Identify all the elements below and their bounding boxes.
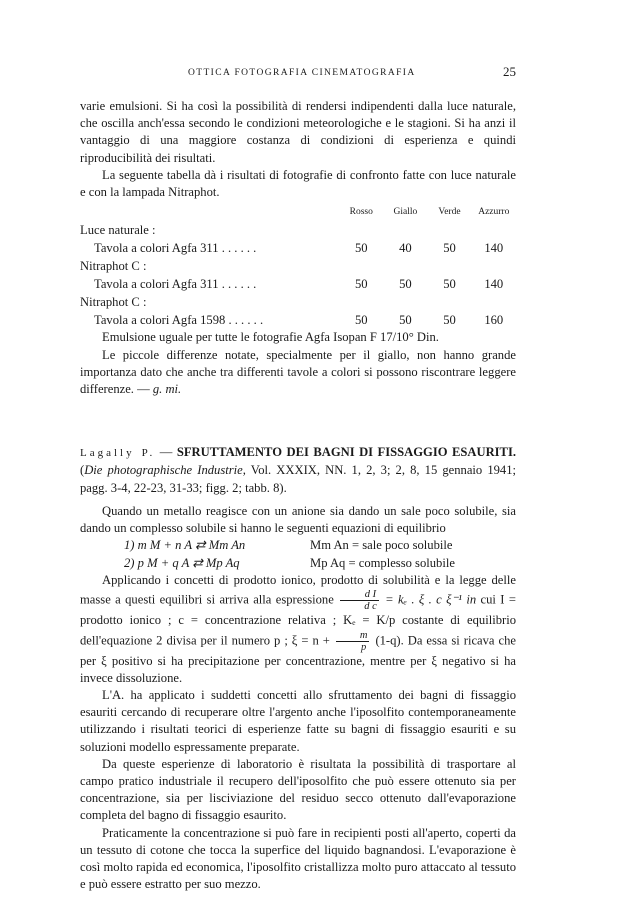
- table-cell: 50: [443, 312, 456, 327]
- table-group-row: [80, 293, 516, 311]
- equation-2-formula: 2) p M + q A ⇄ Mp Aq: [124, 555, 240, 570]
- derivative-fraction: [340, 589, 379, 612]
- expression-text: = kₑ . ξ . c ξ⁻¹ in: [385, 592, 477, 607]
- paragraph-text: (1-q). Da essa si ricava che per ξ positivo si ha precipitazione per concentrazione, mentre per ξ negativo si ha invece dissoluzione.: [80, 633, 516, 685]
- table-cell: 50: [443, 276, 456, 291]
- table-group-row: [80, 257, 516, 275]
- article-title: SFRUTTAMENTO DEI BAGNI DI FISSAGGIO ESAURITI.: [176, 445, 517, 460]
- article-citation: Vol. XXXIX, NN. 1, 2, 3; 2, 8, 15 gennaio 1941; pagg. 3-4, 22-23, 31-33; figg. 2; tabb. 8).: [80, 463, 517, 495]
- row-label: Tavola a colori Agfa 1598 . . . . . .: [94, 312, 264, 327]
- page-body: [80, 98, 516, 894]
- closing-text: Le piccole differenze notate, specialmente per il giallo, non hanno grande importanza dato che anche tra differenti tavole a colori si possono riscontrare leggere differenze. —: [80, 347, 516, 397]
- table-cell: 50: [354, 240, 368, 255]
- table-cell: 140: [484, 276, 504, 291]
- body-paragraph-1: Quando un metallo reagisce con un anione sia dando un sale poco solubile, sia dando un complesso solubile si hanno le seguenti equazioni di equilibrio: [80, 503, 516, 536]
- body-paragraph-4: Da queste esperienze di laboratorio è risultata la possibilità di trasportare al campo pratico industriale il recupero dell'iposolfito che può essere ottenuto sia per concentrazione, sia per lisciviazione del residuo secco ottenuto dall'evaporazione completa del bagno di fissaggio esaurito.: [80, 756, 516, 823]
- table-cell: 50: [354, 276, 368, 291]
- row-label: Tavola a colori Agfa 311 . . . . . .: [94, 240, 257, 255]
- equation-1: [124, 537, 516, 555]
- group-label: Nitraphot C :: [80, 258, 147, 273]
- review-closing-paragraph: [80, 347, 516, 399]
- table-row: [80, 275, 516, 293]
- fraction-denominator: d c: [364, 601, 377, 613]
- body-paragraph-2: [80, 572, 516, 687]
- column-header: Rosso: [349, 207, 373, 218]
- fraction-denominator: p: [361, 641, 367, 653]
- body-paragraph-5: Praticamente la concentrazione si può fare in recipienti posti all'aperto, coperti da un tessuto di cotone che tocca la superfice del liquido bagnandosi. L'evaporazione è così molto rapida ed economica, l'iposolfito cristallizza molto puro attaccato al tessuto e può essere estratto per suo mezzo.: [80, 825, 516, 892]
- table-cell: 50: [354, 312, 368, 327]
- table-row: [80, 239, 516, 257]
- page-number: 25: [503, 64, 516, 79]
- table-note: Emulsione uguale per tutte le fotografie Agfa Isopan F 17/10° Din.: [102, 330, 439, 345]
- fraction-numerator: m: [336, 630, 370, 642]
- body-paragraph-3: L'A. ha applicato i suddetti concetti allo sfruttamento dei bagni di fissaggio esauriti cercando di recuperare oltre l'argento anche l'iposolfito contemporaneamente utilizzando i risultati teorici di esperienze fatte su bagni di fissaggio esauriti e su soluzioni modello espressamente preparate.: [80, 688, 516, 754]
- m-over-p-fraction: [336, 630, 370, 653]
- equation-1-note: Mm An = sale poco solubile: [310, 538, 453, 553]
- journal-name: Die photographische Industrie,: [84, 463, 246, 478]
- page-header: [80, 64, 516, 84]
- comparison-table: [80, 204, 516, 329]
- table-cell: 160: [484, 312, 504, 327]
- intro-paragraph-2: La seguente tabella dà i risultati di fotografie di confronto fatte con luce naturale e con la lampada Nitraphot.: [80, 167, 516, 200]
- group-label: Luce naturale :: [80, 222, 156, 237]
- equation-2: [124, 555, 516, 573]
- article-author: Lagally P.: [80, 447, 156, 460]
- table-cell: 50: [443, 240, 456, 255]
- table-row: [80, 311, 516, 329]
- running-title: OTTICA FOTOGRAFIA CINEMATOGRAFIA: [188, 68, 416, 78]
- heading-dash: —: [155, 445, 177, 460]
- column-header: Azzurro: [478, 207, 510, 218]
- table-header-row: [80, 204, 516, 221]
- fraction-numerator: d I: [340, 589, 379, 601]
- reviewer-signature: g. mi.: [152, 382, 182, 397]
- group-label: Nitraphot C :: [80, 294, 147, 309]
- paragraph-text: cui I = prodotto ionico ; c = concentrazione relativa ; Kₑ = K/p costante di equilibrio dell'equazione 2 divisa per il numero p ; ξ = n +: [80, 592, 516, 648]
- row-label: Tavola a colori Agfa 311 . . . . . .: [94, 276, 257, 291]
- article-heading: Lagally P. — SFRUTTAMENTO DEI BAGNI DI FISSAGGIO ESAURITI. (Die photographische Industrie, Vol. XXXIX, NN. 1, 2, 3; 2, 8, 15 gennaio 1941; pagg. 3-4, 22-23, 31-33; figg. 2; tabb. 8).: [80, 445, 517, 495]
- column-header: Verde: [438, 207, 461, 218]
- table-cell: 140: [484, 240, 504, 255]
- column-header: Giallo: [393, 207, 418, 218]
- table-group-row: [80, 221, 516, 239]
- equation-2-note: Mp Aq = complesso solubile: [310, 555, 455, 570]
- table-cell: 50: [399, 276, 412, 291]
- paragraph-text: Applicando i concetti di prodotto ionico, prodotto di solubilità e la legge delle masse a questi equilibri si arriva alla espressione: [80, 573, 516, 607]
- table-cell: 50: [399, 312, 412, 327]
- table-cell: 40: [399, 240, 412, 255]
- equation-1-formula: 1) m M + n A ⇄ Mm An: [124, 538, 246, 553]
- intro-paragraph-1: varie emulsioni. Si ha così la possibilità di rendersi indipendenti dalla luce naturale, che oscilla anch'essa secondo le condizioni meteorologiche e le stagioni. Si ha anzi il vantaggio di una maggiore costanza di condizioni di esperienza e quindi riproducibilità dei risultati.: [80, 99, 516, 165]
